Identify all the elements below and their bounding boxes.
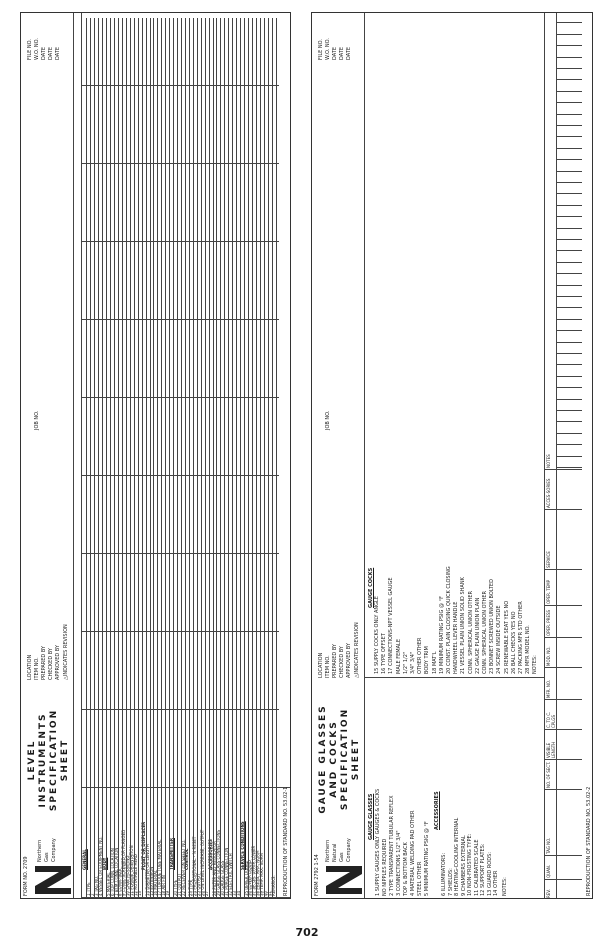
glasses-spec-line: 1 SUPPLY GAUGES ONLY GAUGES & COCKS: [375, 788, 381, 896]
level-subheader-divider: [81, 13, 82, 899]
level-row-label: 3 TAG NO.: [93, 875, 99, 896]
accessories-spec-line: 7 SHIELDS:: [447, 868, 454, 896]
level-row-line: [130, 18, 131, 898]
level-header-location: LOCATION: [27, 654, 33, 680]
level-company-line-3: Company: [51, 838, 57, 862]
level-title-line-3: SPECIFICATION: [49, 708, 59, 812]
level-title-line-1: LEVEL: [27, 739, 37, 781]
level-row-label: 25 OUTPUT: [196, 873, 202, 896]
table-row-line: [556, 285, 582, 286]
level-row-line: [228, 18, 229, 898]
table-row-line: [556, 342, 582, 343]
table-row-line: [556, 239, 582, 240]
table-row-line: [556, 114, 582, 115]
table-header-cell: NO. OF SECT.: [546, 761, 551, 788]
level-row-label: 13: [137, 890, 143, 896]
level-row-label: 19: [164, 890, 170, 896]
level-row-line: [173, 18, 174, 898]
level-row-line: [150, 18, 151, 898]
level-row-line: [272, 18, 273, 898]
level-row-line: [236, 18, 237, 898]
table-row-line: [556, 91, 582, 92]
table-row-line: [556, 319, 582, 320]
level-form-rotated-content: [21, 13, 291, 899]
table-header-cell: ACCES-SORIES: [546, 478, 551, 508]
table-header-cell: TAG NO.: [546, 837, 551, 854]
accessories-spec-line: 9 CHAMBERS EXTERNAL: [460, 835, 467, 896]
gauge-job-no: JOB NO.: [325, 410, 331, 430]
table-column-line: [544, 637, 582, 638]
level-row-line: [134, 18, 135, 898]
table-row-line: [556, 68, 582, 69]
level-row-line: [260, 18, 261, 898]
gauge-company-line-3: Gas: [339, 852, 345, 862]
table-row-line: [556, 330, 582, 331]
accessories-spec-line: 10 NON-FROSTING TYPE:: [467, 833, 473, 896]
table-column-line: [544, 879, 582, 880]
table-row-line: [556, 159, 582, 160]
accessories-spec-line: 14 OTHER: [493, 870, 499, 896]
table-row-line: [556, 22, 582, 23]
level-title-line-2: INSTRUMENTS: [38, 712, 48, 808]
level-row-line: [118, 18, 119, 898]
table-column-line: [544, 699, 582, 700]
gauge-header-approved: APPROVED BY: [346, 642, 352, 678]
level-row-label: 27: [204, 890, 210, 896]
level-column-line: [81, 709, 279, 710]
level-row-label: 22 RECEIVER ON SHEET NO.: [180, 839, 186, 896]
level-header-approved: APPROVED BY: [55, 644, 61, 680]
level-row-line: [142, 18, 143, 898]
level-row-line: [213, 18, 214, 898]
level-row-line: [177, 18, 178, 898]
table-row-line: [556, 421, 582, 422]
table-row-line: [556, 456, 582, 457]
gauge-title-line-2: AND COCKS: [329, 720, 339, 798]
gauge-date-2: DATE: [339, 46, 345, 60]
table-header-cell: MFR. NO.: [546, 679, 551, 698]
level-row-line: [153, 18, 154, 898]
level-row-label: 36 LOWER LIQUID: [247, 860, 253, 896]
level-row-label: 29 GAUGE GLASS CONNECTIONS: [215, 829, 221, 896]
level-row-line: [256, 18, 257, 898]
level-row-line: [268, 18, 269, 898]
level-row-label: 6 TOP CONN. LOCATION: [109, 848, 115, 896]
level-row-line: [189, 18, 190, 898]
level-form-number: FORM NO. 2709: [23, 856, 29, 896]
glasses-spec-line: 2 TYPE TRANSPARENT TUBULAR REFLEX: [389, 795, 395, 896]
level-row-label: 4 VESSEL OR EQUIPMENT NO.: [97, 836, 103, 896]
level-row-line: [157, 18, 158, 898]
level-row-label: 1 TYPE: [85, 882, 91, 896]
level-row-label: FLOAT OR DISPLACER: [141, 821, 147, 870]
table-row-line: [556, 364, 582, 365]
level-row-label: 26 ON LEVEL INCREASE, OUTPUT: [200, 829, 206, 896]
level-row-line: [126, 18, 127, 898]
table-row-line: [556, 216, 582, 217]
table-row-line: [556, 444, 582, 445]
table-column-line: [544, 667, 582, 668]
table-row-line: [556, 467, 582, 468]
level-row-line: [122, 18, 123, 898]
gauge-wo-no: W.O. NO.: [325, 38, 331, 60]
level-row-line: [146, 18, 147, 898]
table-row-line: [556, 148, 582, 149]
level-row-label: TRANSMITTER: [168, 838, 174, 870]
level-row-label: SERVICE CONDITIONS: [239, 821, 245, 870]
table-row-line: [556, 102, 582, 103]
level-column-line: [81, 241, 279, 242]
level-row-line: [252, 18, 253, 898]
table-column-line: [544, 605, 582, 606]
level-row-label: 12 ROTATABLE HEAD: [133, 854, 139, 896]
level-row-line: [165, 18, 166, 898]
cocks-spec-line: 1/2" 1/2": [402, 651, 409, 674]
level-row-line: [248, 18, 249, 898]
table-row-line: [556, 250, 582, 251]
level-row-label: 15 EXTENSION: [149, 866, 154, 896]
level-row-label: 41: [267, 890, 273, 896]
table-row-line: [556, 273, 582, 274]
level-row-line: [193, 18, 194, 898]
table-row-line: [556, 307, 582, 308]
level-row-line: [216, 18, 217, 898]
level-instruments-form: [20, 12, 291, 899]
level-header-divider: [73, 13, 74, 899]
table-header-cell: VISIBLE LENGTH: [546, 741, 556, 758]
level-row-label: BODY: [101, 857, 107, 870]
cocks-spec-line: CONN. SPHERICAL UNION OTHER: [467, 591, 474, 674]
level-column-line: [81, 397, 279, 398]
cocks-spec-line: 27 PACKING MFR STD OTHER: [518, 601, 524, 674]
cocks-spec-line: 20 CONST. PLAIN CLOSING QUICK CLOSING: [446, 566, 452, 674]
cocks-spec-line: NOTES:: [532, 655, 539, 674]
level-row-label: 20 TYPE: [172, 879, 178, 896]
level-company-line-1: Northern: [37, 839, 43, 862]
table-row-line: [556, 79, 582, 80]
table-column-line: [544, 509, 582, 510]
gauge-form-number: FORM 2792 1-54: [314, 854, 320, 896]
level-row-label: 32 ELECTRIC SWITCH: [227, 853, 233, 896]
level-row-line: [276, 18, 277, 898]
glasses-spec-line: 3 CONNECTIONS 1/2" 3/4": [396, 830, 402, 896]
glasses-spec-line: STEEL OTHER: [417, 861, 423, 896]
gauge-date-1: DATE: [332, 46, 338, 60]
table-header-cell: SERVICE: [546, 551, 551, 568]
level-column-line: [81, 163, 279, 164]
level-row-label: 37 SP. GR. UPPER LOWER: [251, 845, 257, 896]
gauge-revision-note: △INDICATES REVISION: [354, 622, 360, 678]
level-company-line-2: Gas: [44, 852, 50, 862]
table-column-line: [544, 855, 582, 856]
level-footer: REPRODUCTION OF STANDARD NO. 53.02-1: [283, 786, 289, 896]
level-row-line: [102, 18, 103, 898]
level-column-line: [81, 787, 279, 788]
table-row-line: [556, 193, 582, 194]
level-row-line: [98, 18, 99, 898]
table-row-line: [556, 125, 582, 126]
level-revision-note: △INDICATES REVISION: [63, 624, 69, 680]
level-row-line: [110, 18, 111, 898]
accessories-spec-line: 11 CALIBRATED SCALE: [473, 839, 480, 896]
accessories-heading: ACCESSORIES: [434, 791, 440, 830]
gauge-company-line-1: Northern: [325, 839, 331, 862]
table-row-line: [556, 136, 582, 137]
page-number: 702: [295, 926, 319, 939]
gauge-file-no: FILE NO.: [318, 39, 324, 60]
level-row-label: 5 MATERIAL: [105, 872, 111, 896]
table-header-cell: OPER. PRESS: [546, 609, 551, 636]
level-row-label: 39 TEMP. MAX. NORM: [259, 853, 265, 896]
level-row-label: 40: [263, 890, 269, 896]
level-row-label: 23 TYPE: [188, 879, 194, 896]
cocks-spec-line: BODY TRIM: [424, 646, 431, 674]
cocks-spec-line: 28 MFR MODEL NO.: [525, 625, 532, 674]
table-row-line: [556, 433, 582, 434]
level-column-line: [81, 631, 279, 632]
level-title-line-4: SHEET: [60, 738, 70, 782]
gauge-header-item: ITEM NO.: [325, 655, 331, 678]
table-header-cell: QUAN.: [546, 864, 551, 878]
table-header-cell: REV.: [546, 889, 551, 898]
gauge-title-line-1: GAUGE GLASSES: [318, 704, 328, 814]
level-header-checked: CHECKED BY: [48, 648, 54, 680]
cocks-spec-line: 26 BALL CHECKS YES NO: [510, 611, 517, 674]
table-row-line: [556, 399, 582, 400]
level-row-label: 33: [231, 890, 237, 896]
level-column-line: [81, 319, 279, 320]
gauge-form-rotated-content: [312, 13, 593, 899]
cocks-spec-line: HANDWHEEL LEVER HANDLE: [453, 601, 460, 674]
level-row-line: [205, 18, 206, 898]
level-row-line: [224, 18, 225, 898]
gauge-company-line-4: Company: [346, 838, 352, 862]
level-row-label: 9 CONN.-SCREWED OR FLANGED: [121, 829, 127, 896]
table-column-line: [544, 729, 582, 730]
company-logo-icon: [31, 864, 75, 894]
cocks-spec-line: 15 SUPPLY COCKS ONLY ANGLE: [374, 596, 380, 674]
level-row-label: CONTROL: [184, 848, 190, 870]
level-column-line: [81, 85, 279, 86]
cocks-spec-line: 3/4" 3/4": [410, 651, 416, 674]
level-row-label: 38 PRESS. MAX. NORM: [255, 850, 261, 896]
gauge-title-line-3: SPECIFICATION: [340, 707, 350, 811]
level-header-item: ITEM NO.: [34, 657, 40, 680]
level-row-line: [232, 18, 233, 898]
cocks-spec-line: 22 GAUGE PLAIN UNION PLAIN: [474, 597, 481, 674]
cocks-spec-line: CONN. SPHERICAL UNION OTHER: [482, 591, 488, 674]
table-row-line: [556, 262, 582, 263]
table-row-line: [556, 45, 582, 46]
level-row-line: [201, 18, 202, 898]
level-row-label: 35 UPPER LIQUID: [243, 861, 249, 896]
level-row-label: 2: [89, 893, 95, 896]
notes-left-label: NOTES:: [502, 877, 508, 896]
cocks-spec-line: 17 CONNECTIONS-NPT VESSEL GAUGE: [388, 577, 395, 674]
table-row-line: [556, 353, 582, 354]
level-row-line: [114, 18, 115, 898]
table-row-line: [556, 376, 582, 377]
level-date-3: DATE: [55, 46, 61, 60]
level-header-prepared: PREPARED BY: [41, 645, 47, 680]
level-row-label: 24 PROPORTIONAL - % RESET: [192, 836, 198, 896]
gauge-header-divider: [364, 13, 365, 899]
table-row-line: [556, 205, 582, 206]
level-row-line: [161, 18, 162, 898]
company-logo-icon: [322, 864, 366, 894]
level-date-1: DATE: [41, 46, 47, 60]
gauge-glasses-form: [311, 12, 593, 899]
level-row-line: [169, 18, 170, 898]
table-column-line: [544, 789, 582, 790]
cocks-spec-line: 24 SCREW INSIDE OUTSIDE: [496, 605, 503, 674]
level-row-line: [240, 18, 241, 898]
level-row-label: 34: [235, 890, 241, 896]
glasses-spec-line: TOP & BOTTOM BACK: [403, 842, 409, 896]
level-date-2: DATE: [48, 46, 54, 60]
gauge-title-line-4: SHEET: [351, 737, 361, 781]
level-column-line: [81, 553, 279, 554]
glasses-spec-line: 5 MINIMUM RATING PSIG @ °F: [424, 821, 430, 896]
table-header-cell: C. TO C. CPLGS: [546, 711, 556, 728]
accessories-spec-line: 6 ILLUMINATORS:: [441, 852, 447, 896]
cocks-spec-line: 21 VESSEL PLAIN UNION SOLID SHANK: [460, 577, 467, 674]
table-header-cell: MOD. NO.: [546, 646, 551, 666]
level-row-label: 8 CONN.-SIZE: [117, 868, 123, 896]
level-row-label: 16 MATERIAL: [152, 869, 158, 896]
glasses-spec-line: 4 MATERIAL WELDING PAD OTHER: [410, 810, 416, 896]
level-row-label: 21 OUTPUT: [176, 873, 182, 896]
gauge-middle-divider: [364, 677, 544, 678]
accessories-spec-line: 8 HEATING-COOLING INTERNAL: [454, 817, 460, 896]
level-row-line: [181, 18, 182, 898]
level-row-line: [90, 18, 91, 898]
level-row-label: 10 CASE MOUNTING: [125, 855, 131, 896]
level-row-label: 11 FLANGE ORIENTATION: [129, 845, 135, 896]
level-row-label: 14 DIAMETER OR LENGTH: [145, 844, 150, 896]
accessories-spec-line: 13 GUARD RODS:: [486, 852, 493, 896]
table-top-border: [544, 13, 545, 899]
cocks-spec-line: 18 MAT'L: [431, 651, 438, 674]
level-row-line: [197, 18, 198, 898]
level-job-no: JOB NO.: [34, 410, 40, 430]
gauge-header-checked: CHECKED BY: [339, 646, 345, 678]
level-row-line: [94, 18, 95, 898]
level-row-line: [244, 18, 245, 898]
table-column-line: [544, 759, 582, 760]
level-wo-no: W.O. NO.: [34, 38, 40, 60]
gauge-date-3: DATE: [346, 46, 352, 60]
table-row-line: [556, 34, 582, 35]
level-row-line: [138, 18, 139, 898]
table-row-line: [556, 410, 582, 411]
level-row-label: REMARKS:: [271, 875, 277, 896]
level-row-label: 17 TORQUE TUBE MATERIAL: [156, 839, 162, 896]
gauge-header-location: LOCATION: [318, 652, 324, 678]
table-row-line: [556, 387, 582, 388]
level-row-line: [185, 18, 186, 898]
table-column-line: [544, 469, 582, 470]
cocks-spec-line: 19 MINIMUM RATING PSIG @ °F: [438, 596, 445, 674]
gauge-company-line-2: Natural: [332, 843, 338, 862]
level-column-line: [81, 475, 279, 476]
glasses-heading: GAUGE GLASSES: [368, 793, 374, 840]
table-row-line: [556, 228, 582, 229]
level-row-label: ACCESSORIES: [208, 839, 213, 870]
level-row-line: [106, 18, 107, 898]
table-row-line: [556, 182, 582, 183]
level-row-line: [86, 18, 87, 898]
cocks-spec-line: 16 TYPE OFFSET: [381, 633, 388, 674]
level-row-line: [220, 18, 221, 898]
level-row-label: 18 AIR FIN: [160, 875, 166, 896]
gauge-header-prepared: PREPARED BY: [332, 643, 338, 678]
accessories-spec-line: 12 SUPPORT PLATES:: [480, 843, 486, 896]
level-row-label: 28 FILTER AND REGULATOR: [212, 840, 217, 896]
cocks-spec-line: 25 RENEWABLE SEAT YES NO: [503, 600, 510, 674]
table-row-line: [556, 57, 582, 58]
level-row-line: [209, 18, 210, 898]
level-row-label: 31 PURGE CONNECTION: [223, 847, 229, 896]
cocks-spec-line: MALE FEMALE: [395, 639, 402, 674]
cocks-spec-line: 23 BONNET SCREWED UNION BOLTED: [489, 579, 496, 674]
gauge-footer: REPRODUCTION OF STANDARD NO. 53.02-2: [586, 786, 592, 896]
table-header-cell: NOTES: [546, 454, 551, 468]
level-row-label: GENERAL: [82, 849, 87, 870]
table-row-line: [556, 296, 582, 297]
table-row-line: [556, 171, 582, 172]
cocks-heading: GAUGE COCKS: [368, 567, 374, 608]
table-column-line: [544, 569, 582, 570]
level-row-label: 30 GAUGE GLASS: [219, 860, 225, 896]
level-row-line: [264, 18, 265, 898]
level-file-no: FILE NO.: [27, 39, 33, 60]
cocks-spec-line: OTHER OTHER: [417, 637, 424, 674]
table-header-cell: OPER. TEMP: [546, 579, 551, 604]
glasses-spec-line: NO NIPPLES REQUIRED: [382, 838, 388, 896]
level-row-label: 7 BTM CONN. LOCATION: [113, 847, 119, 896]
